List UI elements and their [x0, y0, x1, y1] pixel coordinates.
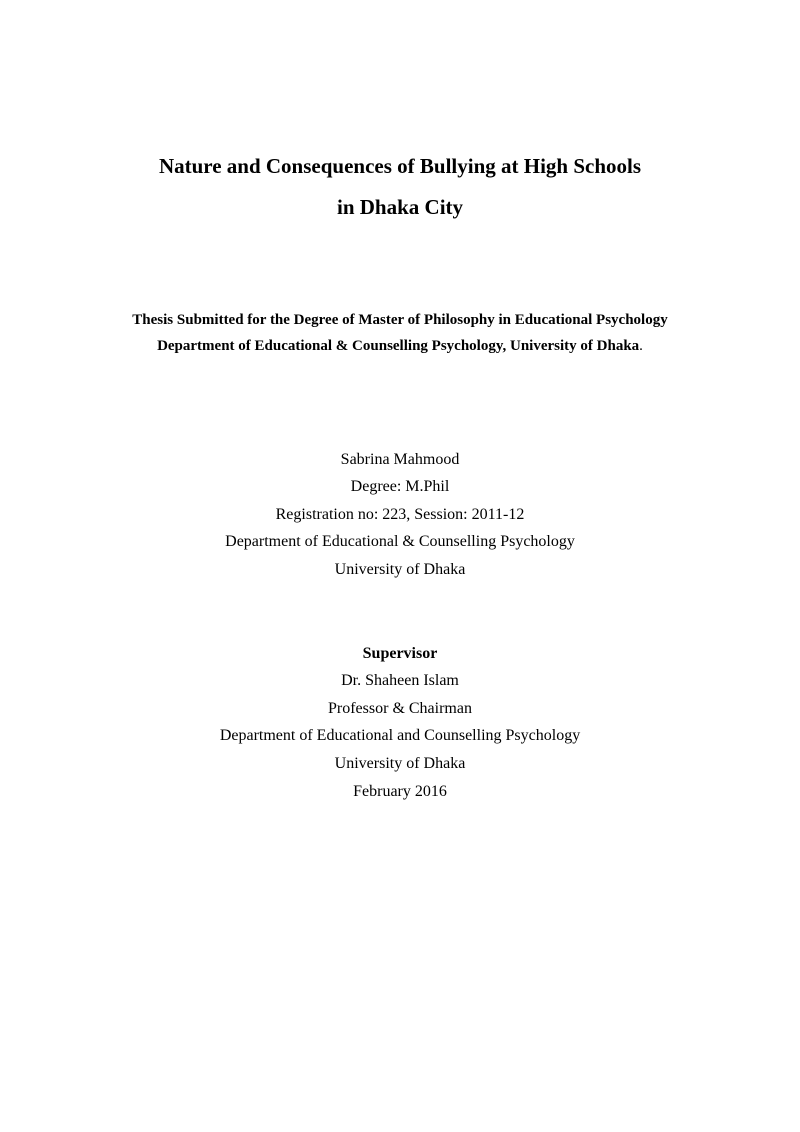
author-name: Sabrina Mahmood [340, 451, 460, 468]
supervisor-position: Professor & Chairman [328, 700, 472, 717]
author-department: Department of Educational & Counselling Psychology [225, 533, 575, 550]
submission-statement-line-2 [0, 339, 800, 354]
supervisor-heading: Supervisor [362, 645, 438, 662]
author-university: University of Dhaka [334, 561, 466, 578]
thesis-title-line-2: in Dhaka City [336, 195, 464, 219]
supervisor-name: Dr. Shaheen Islam [341, 672, 459, 689]
submission-statement-line-1: Thesis Submitted for the Degree of Master of Philosophy in Educational Psychology [132, 312, 668, 328]
supervisor-university: University of Dhaka [334, 755, 466, 772]
submission-date: February 2016 [353, 783, 447, 800]
submission-statement-period: . [639, 338, 643, 354]
submission-statement-text: Department of Educational & Counselling Psychology, University of Dhaka [157, 338, 640, 354]
thesis-title-line-1: Nature and Consequences of Bullying at High Schools [158, 154, 642, 178]
supervisor-department: Department of Educational and Counselling Psychology [219, 727, 581, 744]
author-degree: Degree: M.Phil [350, 478, 450, 495]
author-registration: Registration no: 223, Session: 2011-12 [275, 506, 525, 523]
